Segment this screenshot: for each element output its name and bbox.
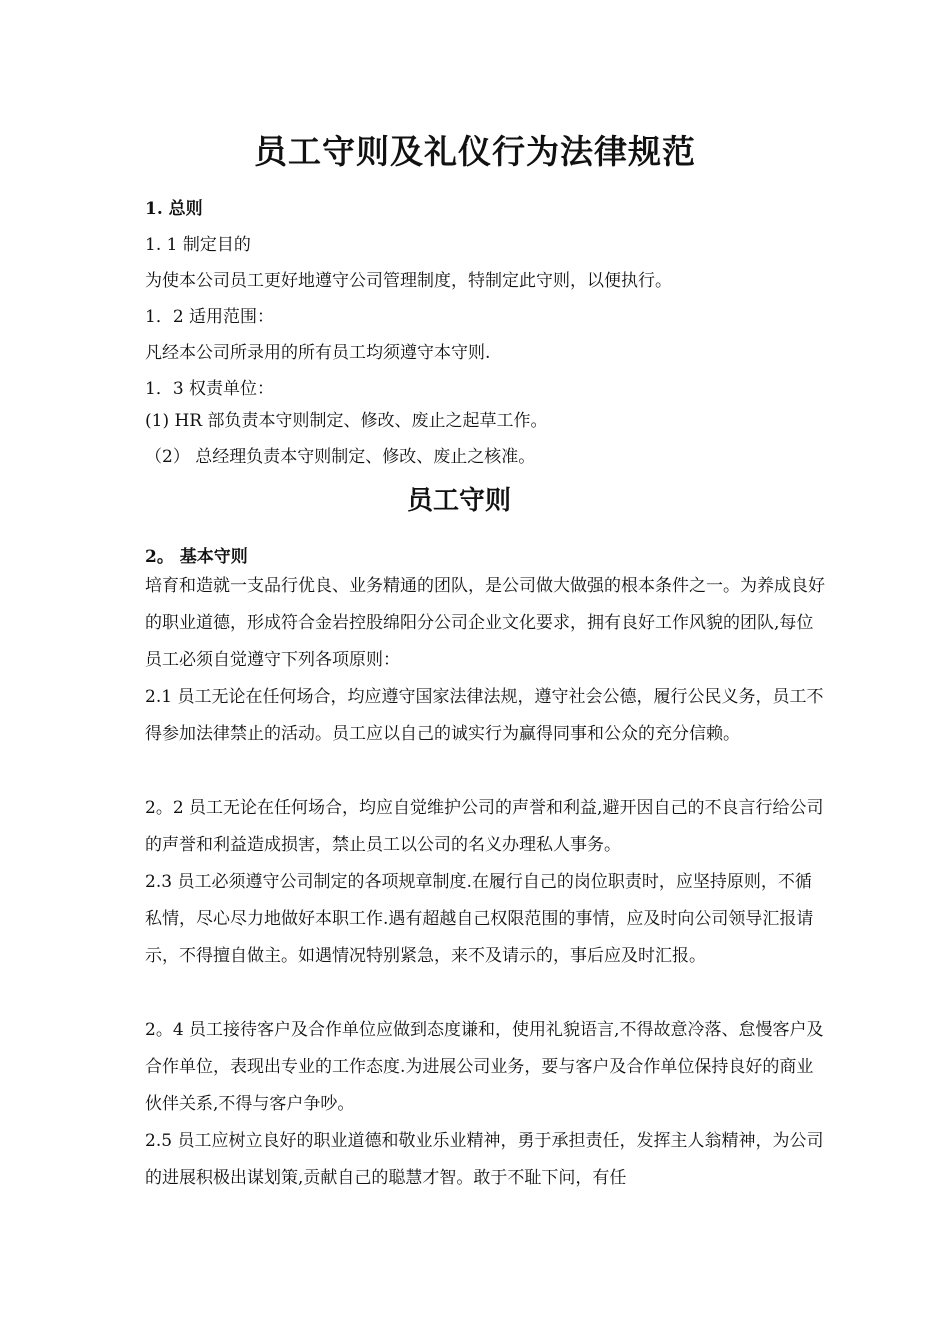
section1-3-item2: （2） 总经理负责本守则制定、修改、废止之核准。 — [145, 447, 536, 467]
document-title: 员工守则及礼仪行为法律规范 — [254, 132, 696, 171]
section1-2-heading: 1．2 适用范围： — [145, 307, 275, 327]
section1-3-heading: 1．3 权责单位： — [145, 379, 275, 399]
item-2-2: 2。2 员工无论在任何场合，均应自觉维护公司的声誉和利益,避开因自己的不良言行给公司的声誉和利益造成损害，禁止员工以公司的名义办理私人事务。 — [145, 798, 824, 855]
section1-heading: 1. 总则 — [145, 199, 203, 219]
section1-3-item1: (1) HR 部负责本守则制定、修改、废止之起草工作。 — [145, 411, 548, 431]
section1-2-text: 凡经本公司所录用的所有员工均须遵守本守则. — [145, 343, 491, 363]
item-2-4: 2。4 员工接待客户及合作单位应做到态度谦和，使用礼貌语言,不得故意冷落、怠慢客户及合作单位，表现出专业的工作态度.为进展公司业务，要与客户及合作单位保持良好的商业伙伴关系,不得与客户争吵。 — [145, 1020, 824, 1114]
section1-1-text: 为使本公司员工更好地遵守公司管理制度，特制定此守则，以便执行。 — [145, 271, 672, 291]
item-2-3: 2.3 员工必须遵守公司制定的各项规章制度.在履行自己的岗位职责时，应坚持原则，不循私情，尽心尽力地做好本职工作.遇有超越自己权限范围的事情，应及时向公司领导汇报请示，不得擅自做主。如遇情况特别紧急，来不及请示的，事后应及时汇报。 — [145, 872, 814, 966]
section2-heading: 2。 基本守则 — [145, 547, 248, 567]
item-2-5: 2.5 员工应树立良好的职业道德和敬业乐业精神，勇于承担责任，发挥主人翁精神，为公司的进展积极出谋划策,贡献自己的聪慧才智。敢于不耻下问，有任 — [145, 1131, 824, 1188]
item-2-1: 2.1 员工无论在任何场合，均应遵守国家法律法规，遵守社会公德，履行公民义务，员工不得参加法律禁止的活动。员工应以自己的诚实行为赢得同事和公众的充分信赖。 — [145, 687, 824, 744]
section1-1-heading: 1. 1 制定目的 — [145, 235, 251, 255]
section2-intro: 培育和造就一支品行优良、业务精通的团队，是公司做大做强的根本条件之一。为养成良好的职业道德，形成符合金岩控股绵阳分公司企业文化要求，拥有良好工作风貌的团队,每位员工必须自觉遵守下列各项原则： — [145, 576, 825, 670]
section-subtitle: 员工守则 — [406, 486, 511, 516]
